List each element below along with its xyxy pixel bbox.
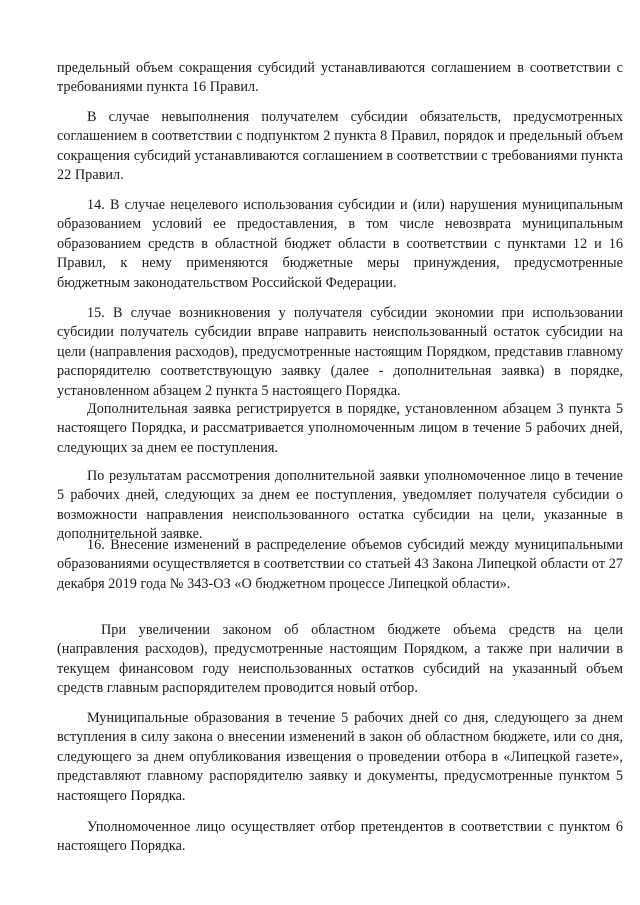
paragraph-review-results: По результатам рассмотрения дополнительной заявки уполномоченное лицо в течение 5 рабочих дней, следующих за днем ее поступления, уведомляет получателя субсидии о возможности направления неиспользованного остатка субсидии на цели, указанные в дополнительной заявке.: [57, 468, 623, 543]
paragraph-item-16: 16. Внесение изменений в распределение объемов субсидий между муниципальными образованиями осуществляется в соответствии со статьей 43 Закона Липецкой области от 27 декабря 2019 года № 343-ОЗ «О бюджетном процессе Липецкой области».: [57, 537, 623, 592]
paragraph-item-15: 15. В случае возникновения у получателя субсидии экономии при использовании субсидии получатель субсидии вправе направить неиспользованный остаток субсидии на цели (направления расходов), предусмотренные настоящим Порядком, представив главному распорядителю соответствующую заявку (далее - дополнительная заявка) в порядке, установленном абзацем 2 пункта 5 настоящего Порядка.: [57, 305, 623, 399]
paragraph-continuation: предельный объем сокращения субсидий устанавливаются соглашением в соответствии с требованиями пункта 16 Правил.: [57, 60, 623, 96]
paragraph-nonfulfillment: В случае невыполнения получателем субсидии обязательств, предусмотренных соглашением в соответствии с подпунктом 2 пункта 8 Правил, порядок и предельный объем сокращения субсидий устанавливаются соглашением в соответствии с требованиями пункта 22 Правил.: [57, 109, 623, 184]
paragraph-additional-request: Дополнительная заявка регистрируется в порядке, установленном абзацем 3 пункта 5 настоящего Порядка, и рассматривается уполномоченным лицом в течение 5 рабочих дней, следующих за днем ее поступления.: [57, 401, 623, 456]
paragraph-item-14: 14. В случае нецелевого использования субсидии и (или) нарушения муниципальным образованием условий ее предоставления, в том числе невозврата муниципальным образованием средств в областной бюджет области в соответствии с пунктами 12 и 16 Правил, к нему применяются бюджетные меры принуждения, предусмотренные бюджетным законодательством Российской Федерации.: [57, 197, 623, 291]
paragraph-new-selection: При увеличении законом об областном бюджете объема средств на цели (направления расходов), предусмотренные настоящим Порядком, а также при наличии в текущем финансовом году неиспользованных остатков субсидий на указанный объем средств главным распорядителем проводится новый отбор.: [57, 622, 623, 697]
paragraph-municipal-submission: Муниципальные образования в течение 5 рабочих дней со дня, следующего за днем вступления в силу закона о внесении изменений в закон об областном бюджете, или со дня, следующего за днем опубликования извещения о проведении отбора в «Липецкой газете», представляют главному распорядителю заявку и документы, предусмотренные пунктом 5 настоящего Порядка.: [57, 710, 623, 804]
paragraph-authorized-person: Уполномоченное лицо осуществляет отбор претендентов в соответствии с пунктом 6 настоящего Порядка.: [57, 819, 623, 855]
